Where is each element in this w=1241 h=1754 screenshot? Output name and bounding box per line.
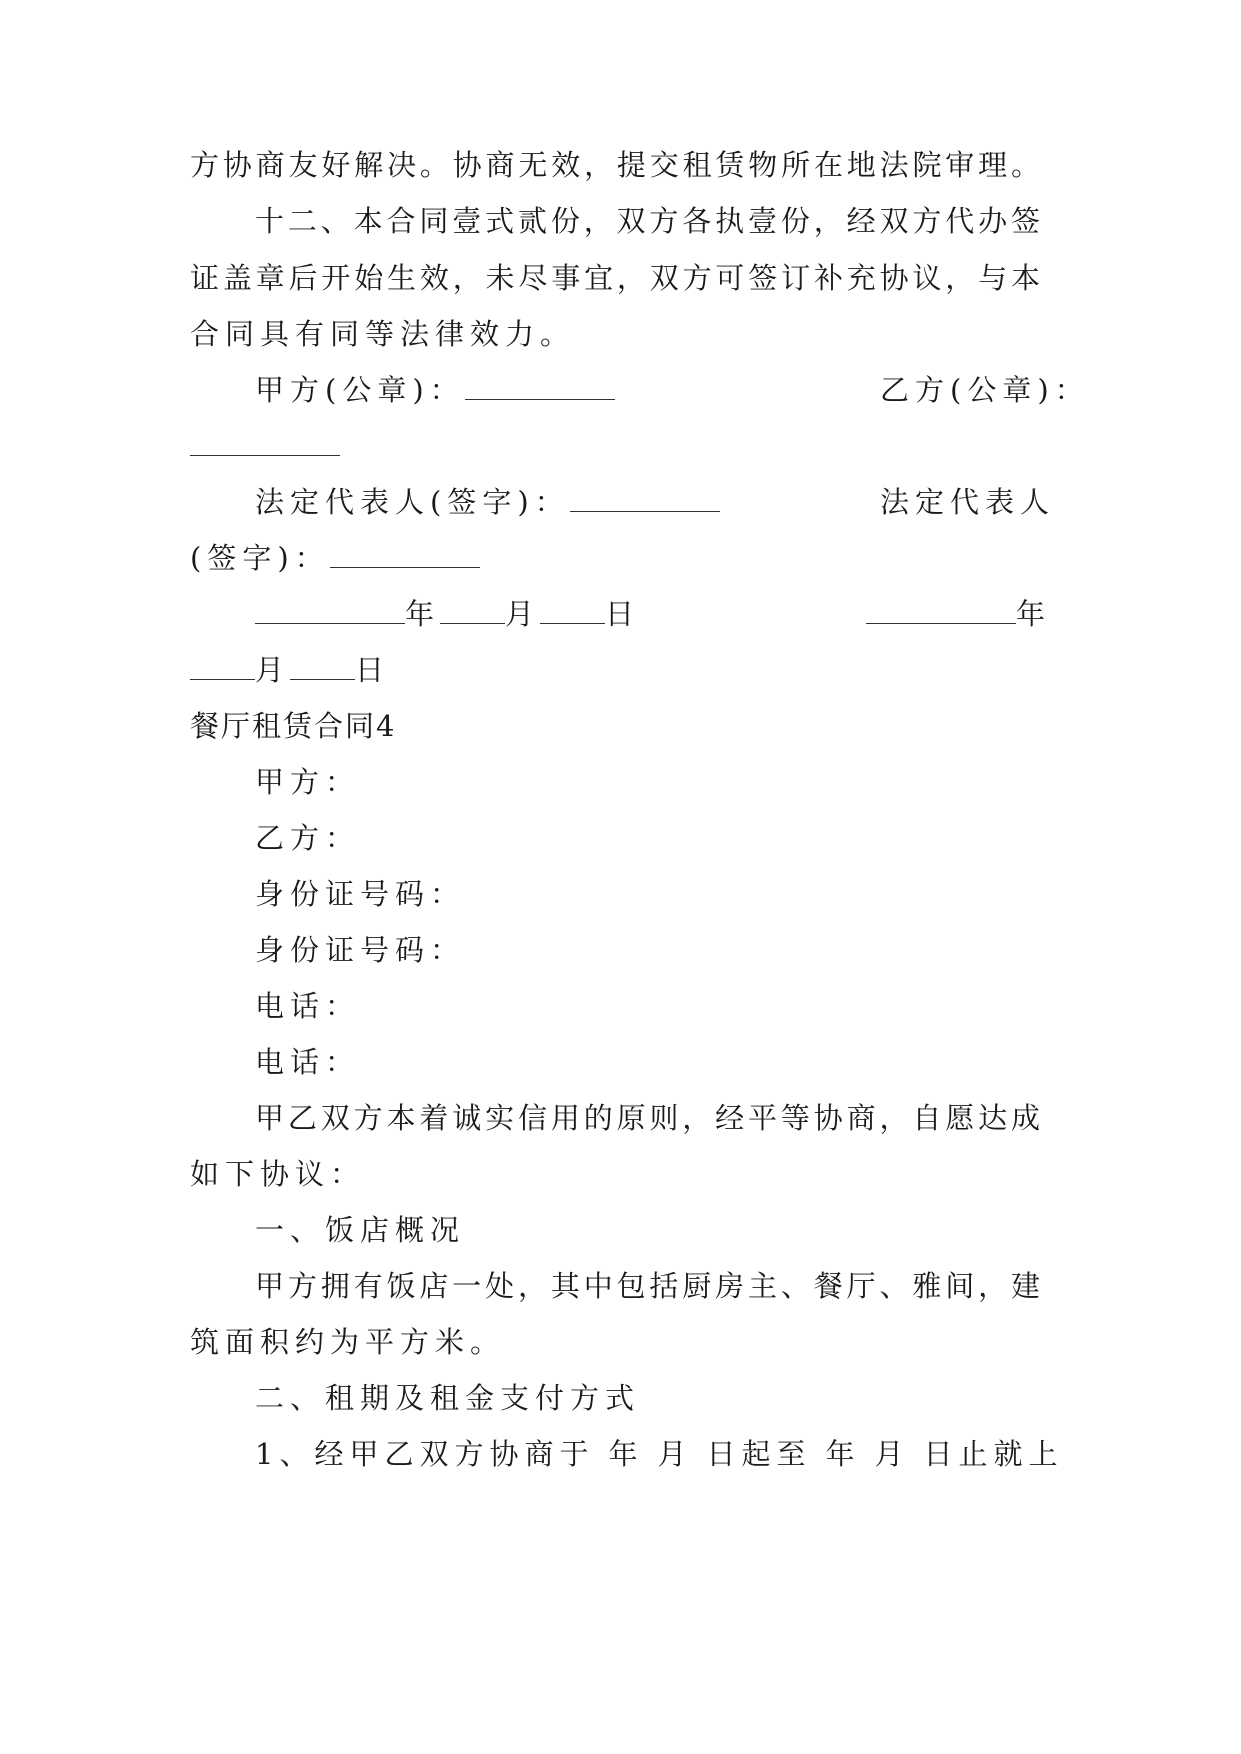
field-phone: 电话：: [255, 989, 361, 1023]
date-a: [255, 594, 640, 634]
text-fragment: 月: [657, 1437, 693, 1471]
paragraph-line: 甲方拥有饭店一处，其中包括厨房主、餐厅、雅间，建: [255, 1269, 1040, 1303]
signature-party-a: [255, 370, 615, 410]
date-year-blank: [255, 595, 405, 624]
signature-blank: [330, 539, 480, 568]
field-party-a: 甲方：: [255, 765, 361, 799]
text-fragment: 月: [874, 1437, 910, 1471]
date-month-blank: [440, 595, 505, 624]
text-fragment: 日起至: [706, 1437, 812, 1471]
field-party-b: 乙方：: [255, 821, 361, 855]
date-day-label: 日: [605, 597, 641, 631]
date-day-label: 日: [355, 653, 391, 687]
paragraph-line: 方协商友好解决。协商无效，提交租赁物所在地法院审理。: [190, 148, 1040, 182]
signature-rep-a: [255, 482, 720, 522]
paragraph-line: 筑面积约为平方米。: [190, 1325, 506, 1359]
text-fragment: 日止就上: [923, 1437, 1064, 1471]
paragraph-line: 合同具有同等法律效力。: [190, 317, 576, 351]
paragraph-line: 十二、本合同壹式贰份，双方各执壹份，经双方代办签: [255, 204, 1040, 238]
signature-rep-b-label-2: (签字)：: [190, 541, 330, 575]
paragraph-line: [255, 1434, 1064, 1474]
date-month-blank: [190, 651, 255, 680]
paragraph-line: 甲乙双方本着诚实信用的原则，经平等协商，自愿达成: [255, 1101, 1040, 1135]
text-fragment: 年: [608, 1437, 644, 1471]
signature-rep-a-label: 法定代表人(签字)：: [255, 485, 570, 519]
date-day-blank: [540, 595, 605, 624]
date-b: [866, 594, 1051, 634]
date-b-line2: [190, 650, 390, 690]
date-month-label: 月: [505, 597, 541, 631]
paragraph-line: 如下协议：: [190, 1157, 366, 1191]
field-phone: 电话：: [255, 1045, 361, 1079]
text-fragment: 1、经甲乙双方协商于: [255, 1437, 595, 1471]
date-year-label: 年: [1016, 597, 1052, 631]
date-day-blank: [290, 651, 355, 680]
date-month-label: 月: [255, 653, 291, 687]
signature-party-a-label: 甲方(公章)：: [255, 373, 465, 407]
signature-party-b-label: 乙方(公章)：: [880, 373, 1090, 407]
date-year-blank: [866, 595, 1016, 624]
signature-rep-b-label: 法定代表人: [880, 485, 1056, 519]
signature-blank: [465, 371, 615, 400]
section-heading: 一、饭店概况: [255, 1213, 466, 1247]
text-fragment: 年: [825, 1437, 861, 1471]
section-heading: 二、租期及租金支付方式: [255, 1381, 641, 1415]
section-title: 餐厅租赁合同4: [190, 709, 397, 743]
field-id-number: 身份证号码：: [255, 877, 466, 911]
signature-blank: [570, 483, 720, 512]
paragraph-line: 证盖章后开始生效，未尽事宜，双方可签订补充协议，与本: [190, 261, 1040, 295]
signature-rep-b-line2: [190, 538, 480, 578]
date-year-label: 年: [405, 597, 441, 631]
field-id-number: 身份证号码：: [255, 933, 466, 967]
signature-blank: [190, 427, 340, 456]
signature-party-b-blank-line: [190, 426, 340, 466]
